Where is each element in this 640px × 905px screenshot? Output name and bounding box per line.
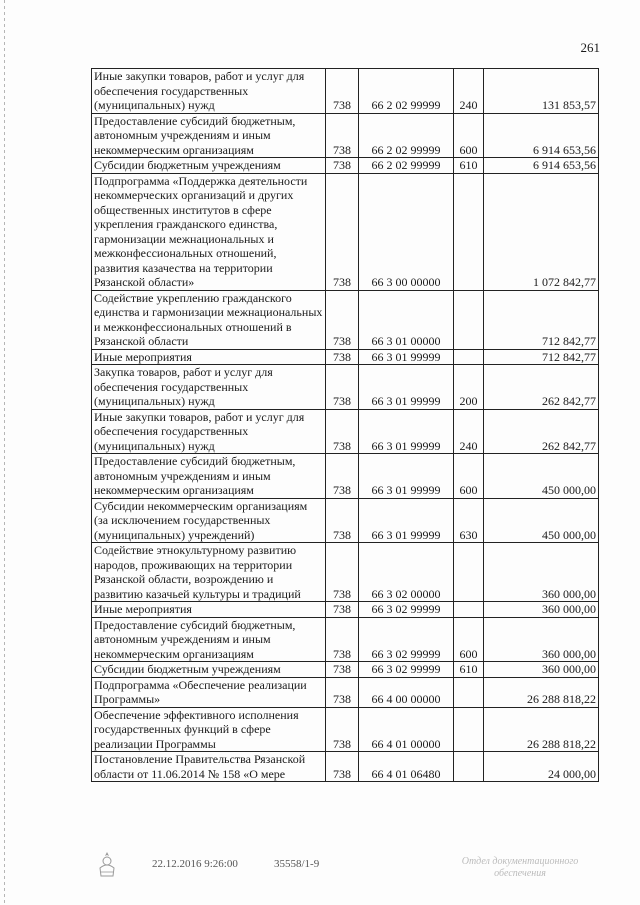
row-department-code: 738 [326,349,359,365]
table-row [92,617,599,662]
row-name: Иные мероприятия [92,602,326,618]
row-department-code: 738 [326,158,359,174]
footer-doc-number: 35558/1-9 [274,858,320,870]
row-expense-type [454,677,484,707]
row-name: Предоставление субсидий бюджетным, автономным учреждениям и иным некоммерческим организациям [92,454,326,499]
row-program-code: 66 3 01 99999 [359,349,454,365]
row-program-code: 66 3 01 99999 [359,365,454,410]
row-expense-type: 200 [454,365,484,410]
row-amount: 262 842,77 [484,365,599,410]
table-row [92,365,599,410]
row-department-code: 738 [326,290,359,349]
table-row [92,498,599,543]
row-amount: 450 000,00 [484,454,599,499]
row-amount: 6 914 653,56 [484,158,599,174]
row-amount: 360 000,00 [484,662,599,678]
table-row [92,602,599,618]
budget-table-body [92,69,599,782]
row-expense-type [454,349,484,365]
row-expense-type [454,290,484,349]
row-name: Субсидии бюджетным учреждениям [92,662,326,678]
row-expense-type [454,707,484,752]
table-row [92,69,599,114]
row-expense-type: 610 [454,158,484,174]
row-amount: 26 288 818,22 [484,677,599,707]
row-name: Предоставление субсидий бюджетным, автономным учреждениям и иным некоммерческим организациям [92,617,326,662]
row-program-code: 66 3 01 99999 [359,409,454,454]
footer-watermark: Отдел документационного обеспечения [461,856,579,879]
row-department-code: 738 [326,173,359,290]
row-department-code: 738 [326,498,359,543]
row-department-code: 738 [326,69,359,114]
page-number: 261 [580,40,600,55]
row-program-code: 66 2 02 99999 [359,113,454,158]
row-program-code: 66 3 01 99999 [359,454,454,499]
row-name: Закупка товаров, работ и услуг для обеспечения государственных (муниципальных) нужд [92,365,326,410]
table-row [92,752,599,782]
row-department-code: 738 [326,409,359,454]
row-department-code: 738 [326,677,359,707]
row-expense-type: 240 [454,69,484,114]
row-name: Содействие укреплению гражданского единства и гармонизации межнациональных и межконфессиональных отношений в Рязанской области [92,290,326,349]
table-row [92,677,599,707]
row-program-code: 66 4 01 00000 [359,707,454,752]
row-amount: 360 000,00 [484,602,599,618]
row-name: Постановление Правительства Рязанской области от 11.06.2014 № 158 «О мере [92,752,326,782]
table-row [92,349,599,365]
budget-table [91,68,599,782]
row-amount: 6 914 653,56 [484,113,599,158]
row-department-code: 738 [326,602,359,618]
row-expense-type [454,543,484,602]
row-name: Подпрограмма «Обеспечение реализации Программы» [92,677,326,707]
row-department-code: 738 [326,707,359,752]
row-program-code: 66 4 00 00000 [359,677,454,707]
table-row [92,543,599,602]
row-program-code: 66 2 02 99999 [359,158,454,174]
row-amount: 131 853,57 [484,69,599,114]
row-expense-type: 610 [454,662,484,678]
row-program-code: 66 4 01 06480 [359,752,454,782]
row-expense-type: 240 [454,409,484,454]
row-name: Подпрограмма «Поддержка деятельности некоммерческих организаций и других общественных институтов в сфере укрепления гражданского единства, гармонизации межнациональных и межконфессиональных отношений, развития казачества на территории Рязанской области» [92,173,326,290]
row-expense-type: 630 [454,498,484,543]
row-department-code: 738 [326,752,359,782]
row-amount: 450 000,00 [484,498,599,543]
row-expense-type [454,602,484,618]
row-name: Предоставление субсидий бюджетным, автономным учреждениям и иным некоммерческим организациям [92,113,326,158]
row-name: Обеспечение эффективного исполнения государственных функций в сфере реализации Программы [92,707,326,752]
row-program-code: 66 2 02 99999 [359,69,454,114]
page-footer [0,850,640,890]
row-department-code: 738 [326,662,359,678]
scan-edge-line [4,0,5,905]
table-row [92,409,599,454]
row-amount: 712 842,77 [484,290,599,349]
row-amount: 712 842,77 [484,349,599,365]
row-name: Субсидии некоммерческим организациям (за исключением государственных (муниципальных) учреждений) [92,498,326,543]
row-amount: 360 000,00 [484,617,599,662]
row-department-code: 738 [326,113,359,158]
row-expense-type: 600 [454,113,484,158]
row-expense-type [454,173,484,290]
row-program-code: 66 3 02 99999 [359,662,454,678]
row-amount: 262 842,77 [484,409,599,454]
row-department-code: 738 [326,454,359,499]
row-name: Иные закупки товаров, работ и услуг для обеспечения государственных (муниципальных) нужд [92,69,326,114]
stamp-icon [96,850,118,880]
row-expense-type [454,752,484,782]
row-name: Иные мероприятия [92,349,326,365]
row-program-code: 66 3 01 99999 [359,498,454,543]
row-program-code: 66 3 02 99999 [359,602,454,618]
row-program-code: 66 3 02 99999 [359,617,454,662]
table-row [92,454,599,499]
row-program-code: 66 3 01 00000 [359,290,454,349]
row-amount: 24 000,00 [484,752,599,782]
table-row [92,290,599,349]
row-expense-type: 600 [454,617,484,662]
row-department-code: 738 [326,543,359,602]
row-program-code: 66 3 02 00000 [359,543,454,602]
table-row [92,113,599,158]
table-row [92,662,599,678]
row-name: Содействие этнокультурному развитию народов, проживающих на территории Рязанской области, возрождению и развитию казачьей культуры и традиций [92,543,326,602]
row-department-code: 738 [326,365,359,410]
row-name: Иные закупки товаров, работ и услуг для обеспечения государственных (муниципальных) нужд [92,409,326,454]
row-amount: 360 000,00 [484,543,599,602]
row-expense-type: 600 [454,454,484,499]
row-amount: 26 288 818,22 [484,707,599,752]
table-row [92,707,599,752]
row-program-code: 66 3 00 00000 [359,173,454,290]
footer-date: 22.12.2016 9:26:00 [152,858,238,870]
table-row [92,158,599,174]
row-department-code: 738 [326,617,359,662]
row-name: Субсидии бюджетным учреждениям [92,158,326,174]
row-amount: 1 072 842,77 [484,173,599,290]
table-row [92,173,599,290]
